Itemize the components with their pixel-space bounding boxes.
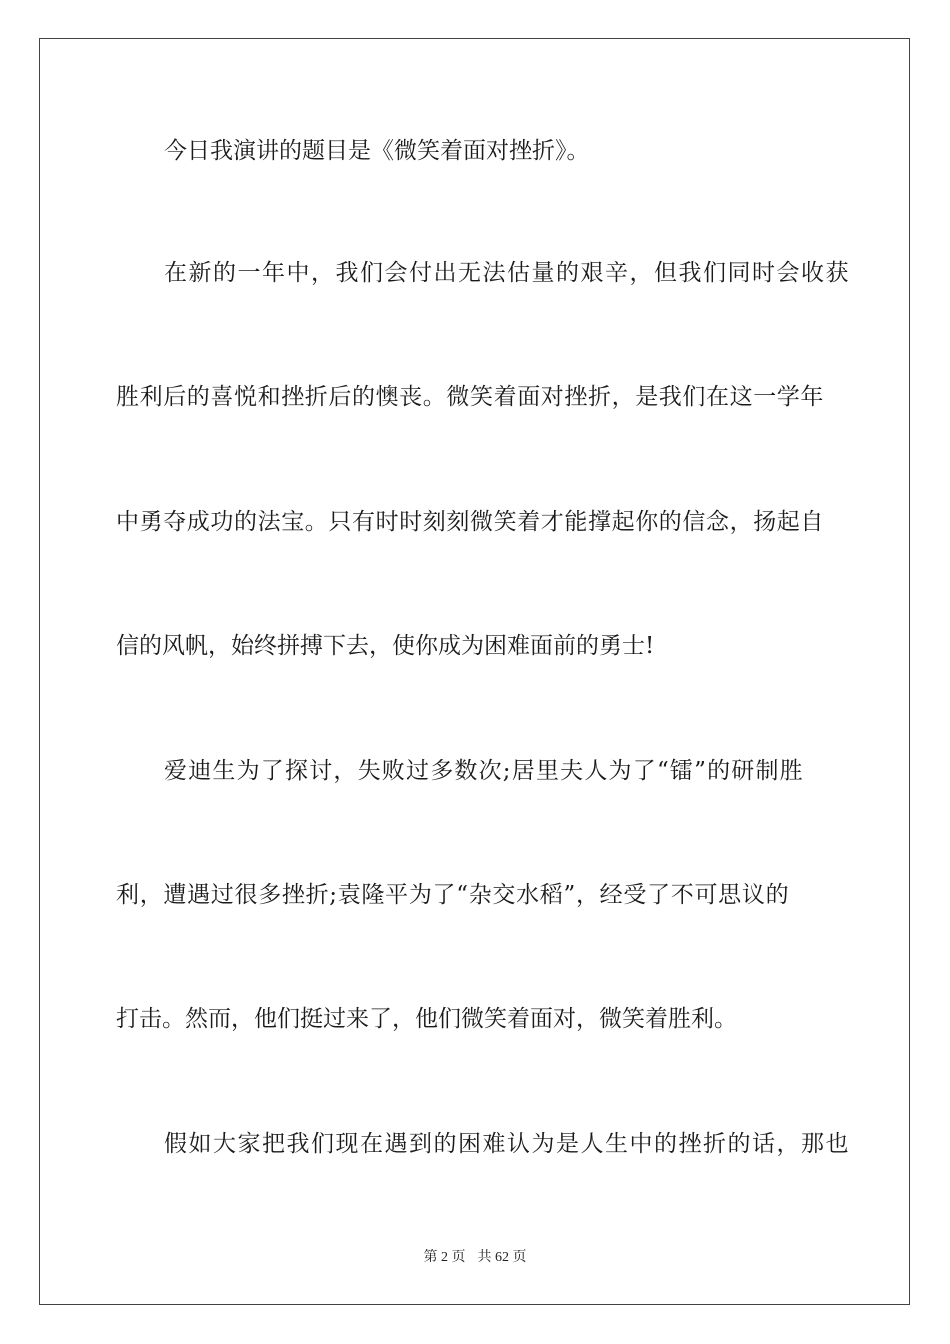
text-line-7: 利，遭遇过很多挫折;袁隆平为了“杂交水稻”，经受了不可思议的 bbox=[116, 882, 790, 908]
text-line-5: 信的风帆，始终拼搏下去，使你成为困难面前的勇士! bbox=[116, 633, 655, 659]
text-line-2: 在新的一年中，我们会付出无法估量的艰辛，但我们同时会收获 bbox=[164, 260, 850, 286]
page-footer bbox=[0, 1246, 950, 1266]
text-line-1: 今日我演讲的题目是《微笑着面对挫折》。 bbox=[164, 138, 590, 164]
text-line-4: 中勇夺成功的法宝。只有时时刻刻微笑着才能撑起你的信念，扬起自 bbox=[116, 509, 824, 535]
text-line-8: 打击。然而，他们挺过来了，他们微笑着面对，微笑着胜利。 bbox=[116, 1006, 737, 1032]
text-line-6: 爱迪生为了探讨，失败过多数次;居里夫人为了“镭”的研制胜 bbox=[164, 758, 804, 784]
page-total: 共 62 页 bbox=[477, 1250, 527, 1265]
text-line-3: 胜利后的喜悦和挫折后的懊丧。微笑着面对挫折，是我们在这一学年 bbox=[116, 384, 824, 410]
page-number: 第 2 页 bbox=[423, 1250, 466, 1265]
text-line-9: 假如大家把我们现在遇到的困难认为是人生中的挫折的话，那也 bbox=[164, 1131, 850, 1157]
page-border bbox=[39, 38, 910, 1305]
